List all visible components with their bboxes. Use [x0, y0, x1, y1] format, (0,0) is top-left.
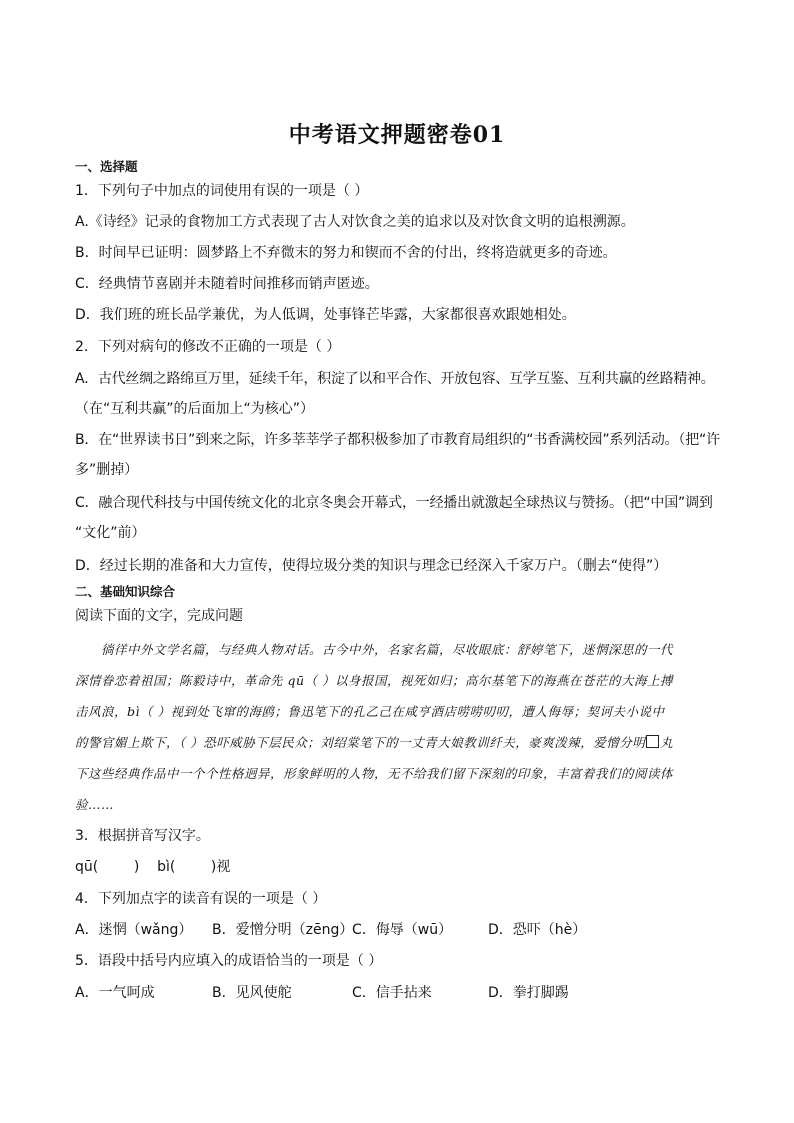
question-2-option-d: D．经过长期的准备和大力宣传，使得垃圾分类的知识与理念已经深入千家万户。（删去“使得”） — [75, 558, 668, 574]
section-heading-choice: 一、选择题 — [75, 159, 138, 174]
passage-line-1: 徜徉中外文学名篇，与经典人物对话。古今中外，名家名篇，尽收眼底：舒婷笔下，迷惘深思的一代 — [101, 642, 674, 657]
question-4-option-b: B．爱憎分明（zēng） — [212, 922, 354, 938]
passage-line-4-text: 的警官媚上欺下，（ ）恐吓威胁下层民众；刘绍棠笔下的一丈青大娘教训纤夫，豪爽泼辣，爱憎分明 — [75, 735, 646, 750]
question-5-option-c: C．信手拈来 — [352, 985, 432, 1001]
question-4-stem: 4．下列加点字的读音有误的一项是（ ） — [75, 891, 327, 907]
question-2-option-a: A．古代丝绸之路绵亘万里，延续千年，积淀了以和平合作、开放包容、互学互鉴、互利共赢的丝路精神。 — [75, 371, 715, 387]
question-2-stem: 2．下列对病句的修改不正确的一项是（ ） — [75, 339, 341, 355]
placeholder-box-icon — [646, 735, 659, 748]
question-2-option-a-note: （在“互利共赢”的后面加上“为核心”） — [75, 401, 315, 417]
question-1-option-c: C．经典情节喜剧并未随着时间推移而销声匿迹。 — [75, 276, 379, 292]
passage-line-5: 下这些经典作品中一个个性格迥异，形象鲜明的人物，无不给我们留下深刻的印象，丰富着我们的阅读体 — [75, 766, 674, 781]
reading-instruction: 阅读下面的文字，完成问题 — [75, 608, 243, 624]
question-3-stem: 3．根据拼音写汉字。 — [75, 828, 210, 844]
question-5-option-b: B．见风使舵 — [212, 985, 292, 1001]
question-2-option-b: B．在“世界读书日”到来之际，许多莘莘学子都积极参加了市教育局组织的“书香满校园”系列活动。（把“许 — [75, 432, 720, 448]
question-2-option-b-note: 多”删掉） — [75, 462, 139, 478]
question-3-blanks: qū( ) bì( )视 — [75, 859, 231, 875]
question-4-options — [75, 920, 765, 940]
passage-line-4-tail: 丸 — [660, 735, 674, 750]
question-1-stem: 1．下列句子中加点的词使用有误的一项是（ ） — [75, 183, 369, 199]
question-5-option-a: A．一气呵成 — [75, 985, 155, 1001]
passage-line-2: 深情眷恋着祖国；陈毅诗中，革命先 qū（ ）以身报国，视死如归；高尔基笔下的海燕在苍茫的大海上搏 — [75, 673, 674, 688]
question-2-option-c: C．融合现代科技与中国传统文化的北京冬奥会开幕式，一经播出就激起全球热议与赞扬。（把“中国”调到 — [75, 495, 713, 511]
passage-line-4 — [75, 733, 765, 753]
question-1-option-b: B．时间早已证明：圆梦路上不弃微末的努力和锲而不舍的付出，终将造就更多的奇迹。 — [75, 245, 617, 261]
passage-line-3: 击风浪，bì（ ）视到处飞窜的海鸥；鲁迅笔下的孔乙己在咸亨酒店唠唠叨叨，遭人侮辱；契诃夫小说中 — [75, 704, 665, 719]
section-heading-basics: 二、基础知识综合 — [75, 584, 176, 599]
page-title: 中考语文押题密卷01 — [288, 122, 506, 148]
question-1-option-d: D．我们班的班长品学兼优，为人低调，处事锋芒毕露，大家都很喜欢跟她相处。 — [75, 307, 576, 323]
passage-line-6: 验…… — [75, 797, 115, 812]
question-4-option-c: C．侮辱（wū） — [352, 922, 453, 938]
question-4-option-d: D．恐吓（hè） — [488, 922, 587, 938]
question-5-stem: 5．语段中括号内应填入的成语恰当的一项是（ ） — [75, 953, 383, 969]
question-4-option-a: A．迷惘（wǎng） — [75, 922, 193, 938]
question-5-option-d: D．拳打脚踢 — [488, 985, 569, 1001]
question-5-options — [75, 983, 765, 1003]
question-2-option-c-note: “文化”前） — [75, 525, 146, 541]
question-1-option-a: A.《诗经》记录的食物加工方式表现了古人对饮食之美的追求以及对饮食文明的追根溯源。 — [75, 214, 635, 230]
